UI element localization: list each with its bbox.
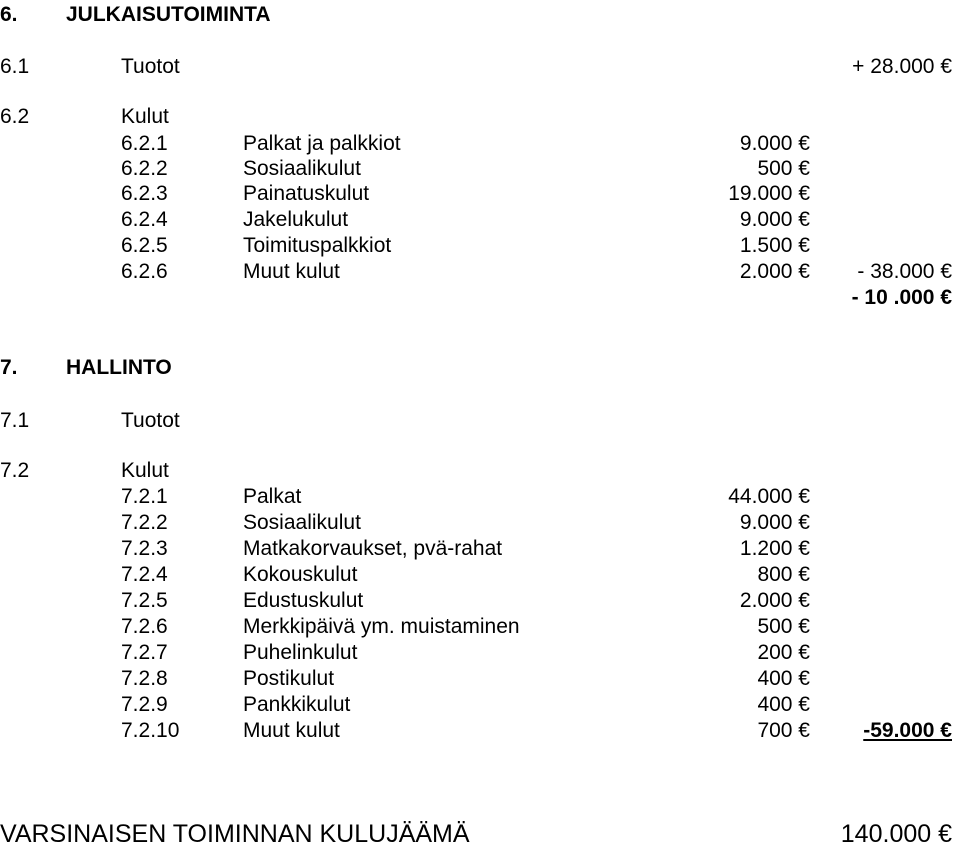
cost-item-amount: 500 € bbox=[757, 615, 810, 638]
section6-income-total: + 28.000 € bbox=[852, 55, 952, 78]
cost-item-number: 7.2.2 bbox=[121, 511, 168, 534]
section6-income-label: Tuotot bbox=[121, 55, 180, 78]
cost-item-label: Toimituspalkkiot bbox=[243, 234, 392, 257]
cost-item-label: Merkkipäivä ym. muistaminen bbox=[243, 615, 520, 638]
cost-item-number: 7.2.7 bbox=[121, 641, 168, 664]
cost-item-amount: 9.000 € bbox=[739, 132, 810, 155]
cost-item-number: 7.2.8 bbox=[121, 667, 168, 690]
section7-title: HALLINTO bbox=[66, 356, 172, 379]
cost-item-amount: 9.000 € bbox=[739, 208, 810, 231]
section7-income-number: 7.1 bbox=[0, 409, 30, 432]
cost-item-label: Pankkikulut bbox=[243, 693, 351, 716]
section6-income-number: 6.1 bbox=[0, 55, 30, 78]
cost-item-label: Kokouskulut bbox=[243, 563, 358, 586]
cost-item-amount: 400 € bbox=[757, 667, 810, 690]
cost-item-amount: 500 € bbox=[757, 157, 810, 180]
section7-number: 7. bbox=[0, 356, 18, 379]
cost-item-amount: 19.000 € bbox=[728, 182, 810, 205]
section7-income-label: Tuotot bbox=[121, 409, 180, 432]
cost-item-label: Sosiaalikulut bbox=[243, 157, 361, 180]
cost-item-number: 7.2.5 bbox=[121, 589, 168, 612]
cost-item-number: 6.2.1 bbox=[121, 132, 168, 155]
cost-item-number: 6.2.4 bbox=[121, 208, 168, 231]
summary-label: VARSINAISEN TOIMINNAN KULUJÄÄMÄ bbox=[0, 820, 470, 848]
section6-costs-label: Kulut bbox=[121, 105, 169, 128]
cost-item-label: Painatuskulut bbox=[243, 182, 370, 205]
cost-item-amount: 800 € bbox=[757, 563, 810, 586]
cost-item-amount: 44.000 € bbox=[728, 485, 810, 508]
section6-costs-number: 6.2 bbox=[0, 105, 30, 128]
cost-item-amount: 700 € bbox=[757, 719, 810, 742]
cost-item-label: Matkakorvaukset, pvä-rahat bbox=[243, 537, 503, 560]
cost-item-number: 7.2.6 bbox=[121, 615, 168, 638]
cost-item-label: Palkat ja palkkiot bbox=[243, 132, 401, 155]
section6-net-result: - 10 .000 € bbox=[851, 286, 952, 309]
cost-item-number: 6.2.2 bbox=[121, 157, 168, 180]
cost-item-label: Sosiaalikulut bbox=[243, 511, 361, 534]
cost-item-amount: 9.000 € bbox=[739, 511, 810, 534]
cost-item-number: 6.2.3 bbox=[121, 182, 168, 205]
cost-item-number: 7.2.3 bbox=[121, 537, 168, 560]
section6-costs-total: - 38.000 € bbox=[857, 260, 952, 283]
cost-item-amount: 2.000 € bbox=[739, 589, 810, 612]
cost-item-label: Postikulut bbox=[243, 667, 335, 690]
cost-item-label: Muut kulut bbox=[243, 260, 340, 283]
summary-amount: 140.000 € bbox=[840, 820, 952, 848]
cost-item-number: 7.2.4 bbox=[121, 563, 168, 586]
cost-item-amount: 1.200 € bbox=[739, 537, 810, 560]
section7-costs-total: -59.000 € bbox=[863, 719, 952, 742]
section7-costs-number: 7.2 bbox=[0, 459, 30, 482]
cost-item-amount: 1.500 € bbox=[739, 234, 810, 257]
section7-costs-label: Kulut bbox=[121, 459, 169, 482]
section6-number: 6. bbox=[0, 3, 18, 26]
cost-item-label: Edustuskulut bbox=[243, 589, 364, 612]
cost-item-amount: 400 € bbox=[757, 693, 810, 716]
cost-item-label: Puhelinkulut bbox=[243, 641, 358, 664]
cost-item-label: Muut kulut bbox=[243, 719, 340, 742]
cost-item-number: 6.2.6 bbox=[121, 260, 168, 283]
cost-item-number: 7.2.1 bbox=[121, 485, 168, 508]
cost-item-label: Palkat bbox=[243, 485, 302, 508]
cost-item-number: 7.2.9 bbox=[121, 693, 168, 716]
cost-item-number: 6.2.5 bbox=[121, 234, 168, 257]
cost-item-amount: 200 € bbox=[757, 641, 810, 664]
section6-title: JULKAISUTOIMINTA bbox=[66, 3, 271, 26]
cost-item-label: Jakelukulut bbox=[243, 208, 349, 231]
cost-item-number: 7.2.10 bbox=[121, 719, 180, 742]
cost-item-amount: 2.000 € bbox=[739, 260, 810, 283]
